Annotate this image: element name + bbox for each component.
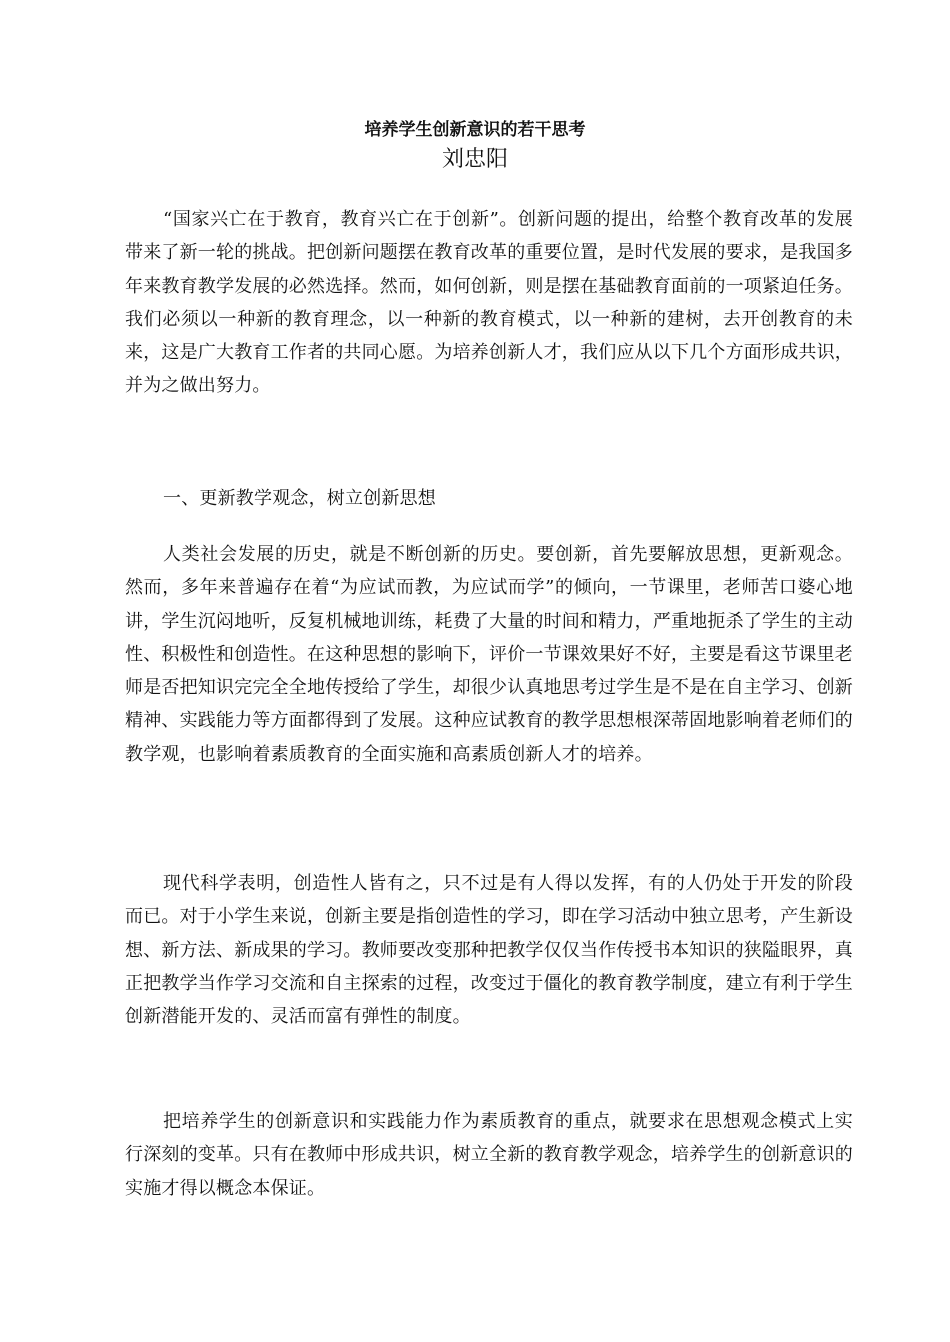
paragraph-intro: “国家兴亡在于教育，教育兴亡在于创新”。创新问题的提出，给整个教育改革的发展带来了新一轮的挑战。把创新问题摆在教育改革的重要位置，是时代发展的要求，是我国多年来教育教学发展的必然选择。然而，如何创新，则是摆在基础教育面前的一项紧迫任务。我们必须以一种新的教育理念，以一种新的教育模式，以一种新的建树，去开创教育的未来，这是广大教育工作者的共同心愿。为培养创新人才，我们应从以下几个方面形成共识，并为之做出努力。 <box>125 209 853 397</box>
document-author: 刘忠阳 <box>441 147 508 172</box>
paragraph-section1-body-3: 把培养学生的创新意识和实践能力作为素质教育的重点，就要求在思想观念模式上实行深刻的变革。只有在教师中形成共识，树立全新的教育教学观念，培养学生的创新意识的实施才得以概念本保证。 <box>125 1111 853 1199</box>
section-heading-1: 一、更新教学观念，树立创新思想 <box>163 488 436 509</box>
document-title: 培养学生创新意识的若干思考 <box>364 120 586 140</box>
paragraph-section1-body-2: 现代科学表明，创造性人皆有之，只不过是有人得以发挥，有的人仍处于开发的阶段而已。对于小学生来说，创新主要是指创造性的学习，即在学习活动中独立思考，产生新设想、新方法、新成果的学习。教师要改变那种把教学仅仅当作传授书本知识的狭隘眼界，真正把教学当作学习交流和自主探索的过程，改变过于僵化的教育教学制度，建立有利于学生创新潜能开发的、灵活而富有弹性的制度。 <box>125 873 853 1028</box>
paragraph-section1-body-1: 人类社会发展的历史，就是不断创新的历史。要创新，首先要解放思想，更新观念。然而，多年来普遍存在着“为应试而教，为应试而学”的倾向，一节课里，老师苦口婆心地讲，学生沉闷地听，反复机械地训练，耗费了大量的时间和精力，严重地扼杀了学生的主动性、积极性和创造性。在这种思想的影响下，评价一节课效果好不好，主要是看这节课里老师是否把知识完完全全地传授给了学生，却很少认真地思考过学生是不是在自主学习、创新精神、实践能力等方面都得到了发展。这种应试教育的教学思想根深蒂固地影响着老师们的教学观，也影响着素质教育的全面实施和高素质创新人才的培养。 <box>125 544 853 765</box>
